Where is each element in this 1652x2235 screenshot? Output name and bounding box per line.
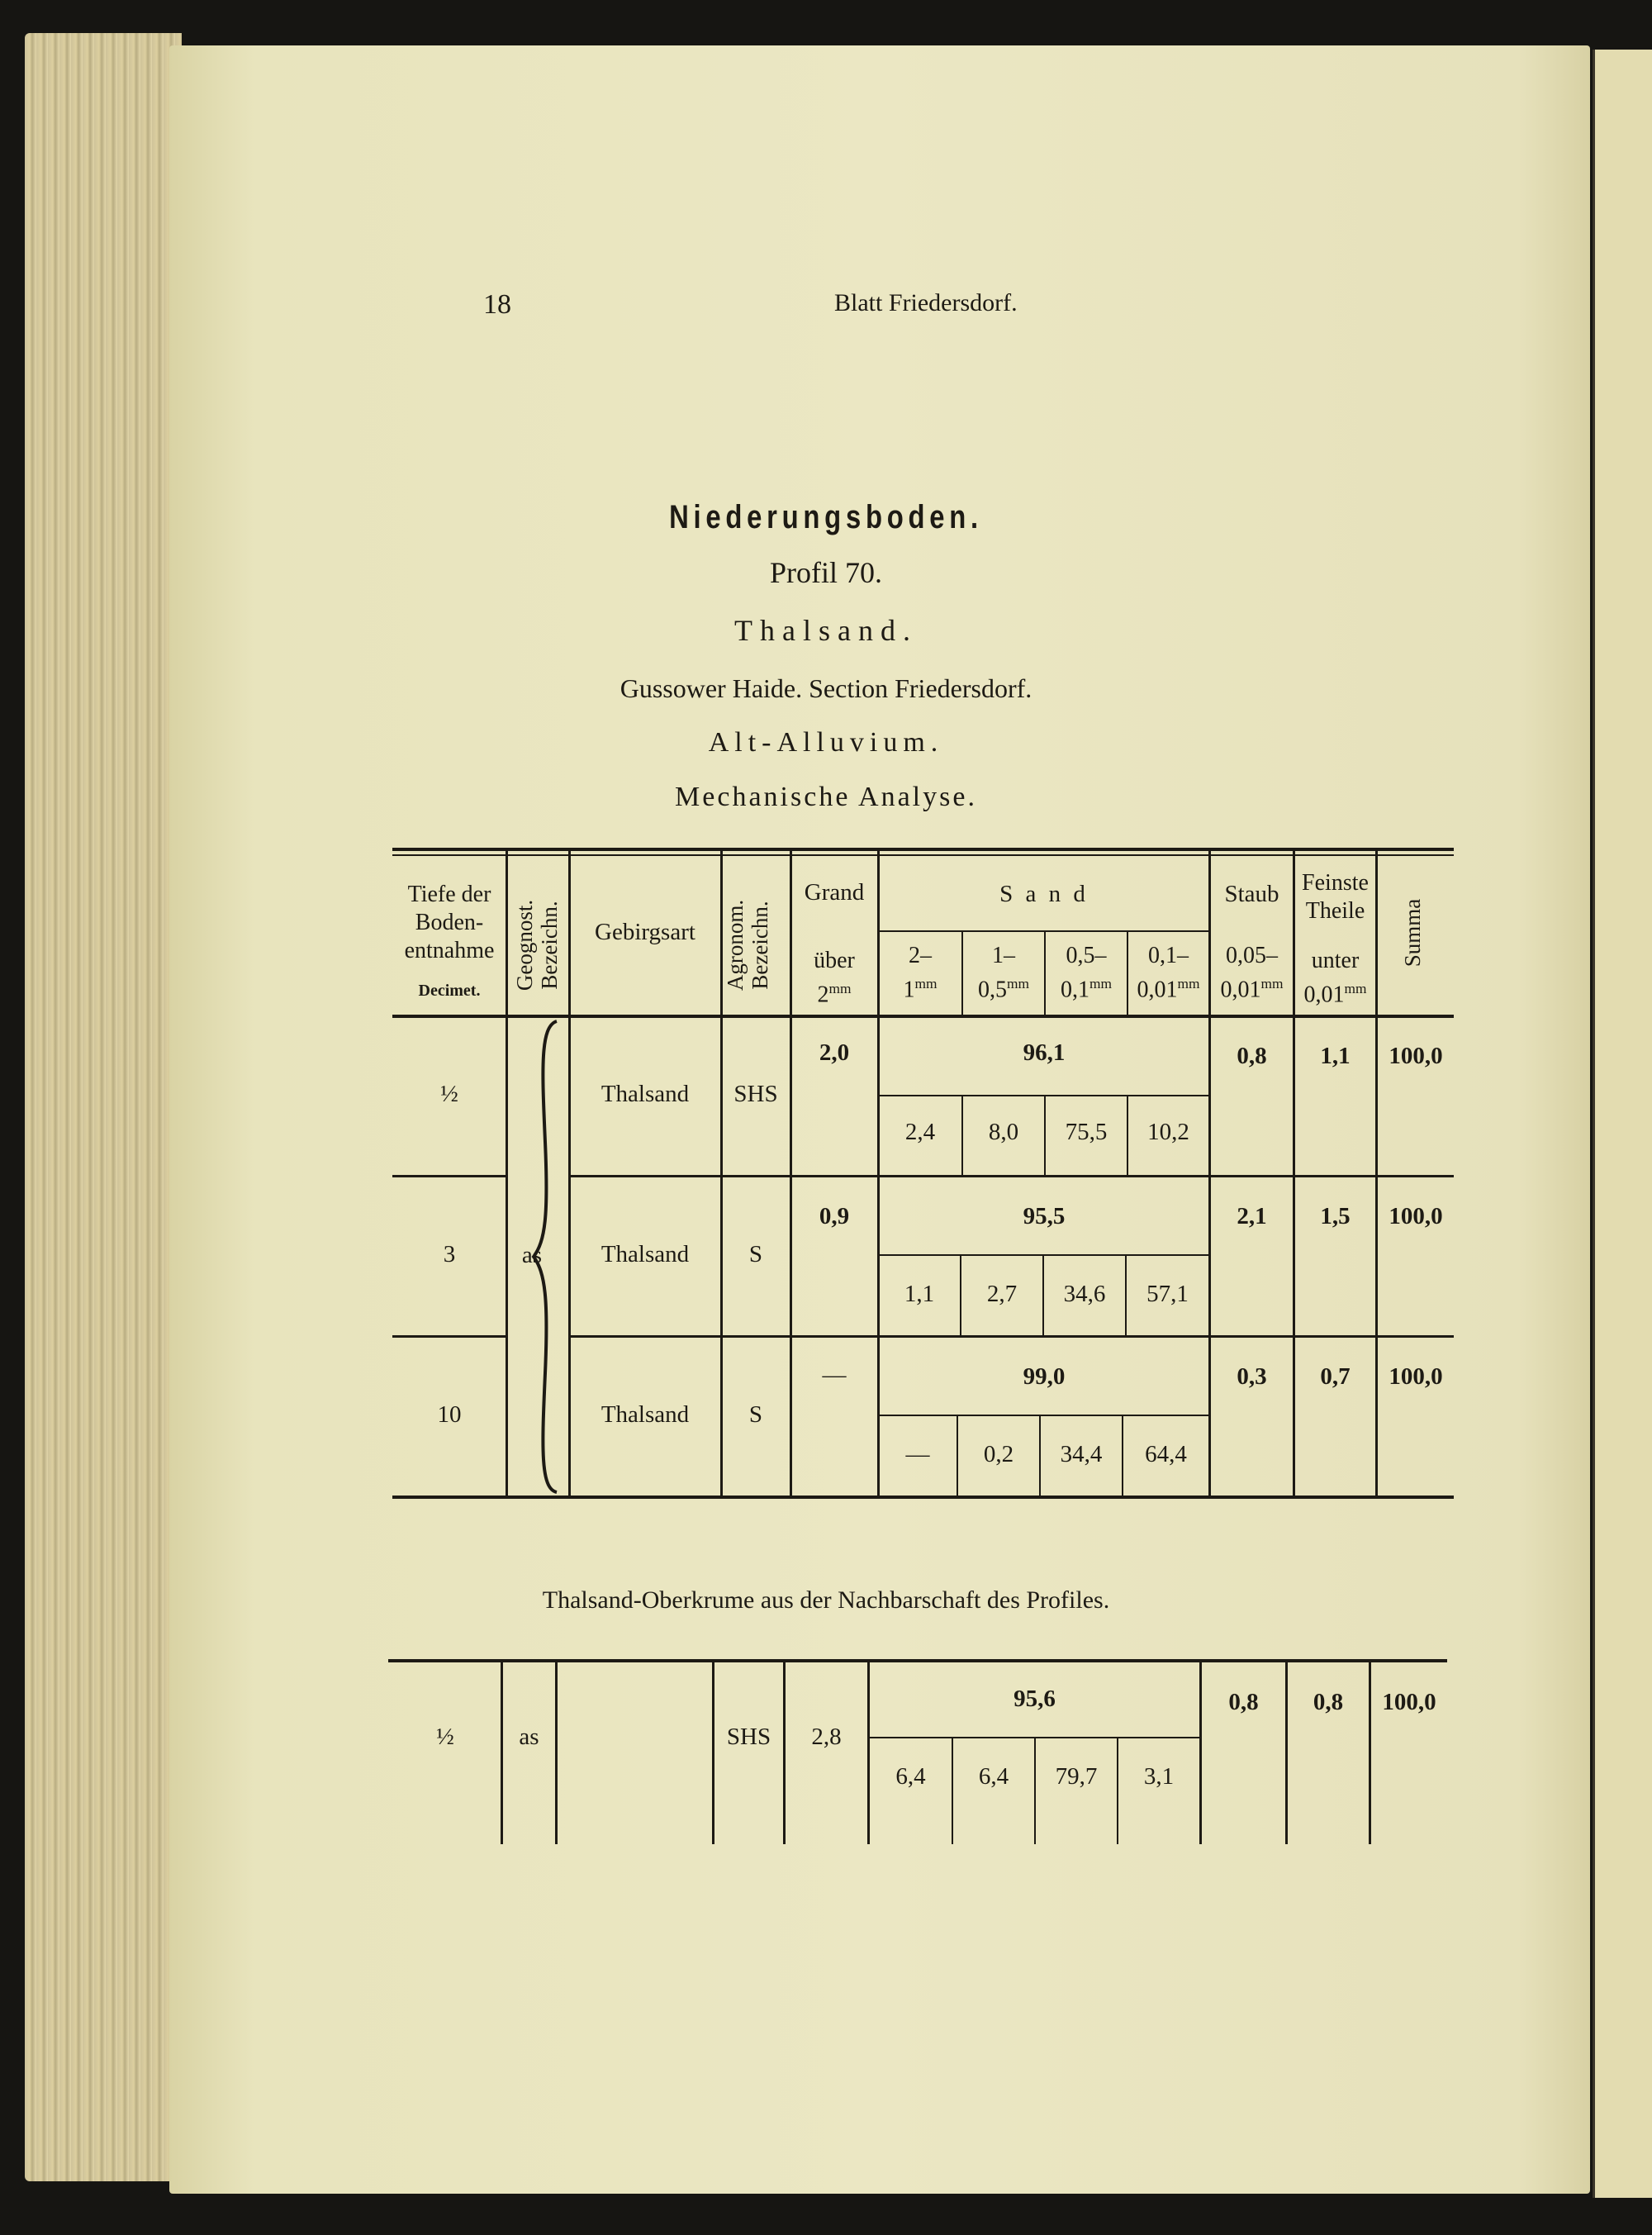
row1-sand-total: 96,1 [1023, 1039, 1066, 1066]
staub-size-1: 0,05– [1226, 943, 1278, 968]
header-summa: Summa [1400, 898, 1425, 968]
header-geognost-1: Geognost. [512, 899, 537, 991]
soil-name: Thalsand. [734, 614, 918, 647]
row3-feinste: 0,7 [1320, 1363, 1351, 1390]
row3-agronom: S [748, 1401, 763, 1428]
row3-sand-total: 99,0 [1023, 1363, 1066, 1390]
header-staub: Staub [1224, 881, 1279, 907]
ok-top-rule [388, 1659, 1447, 1662]
row1-bottom-rule-a [392, 1175, 508, 1177]
oberkrume-caption: Thalsand-Oberkrume aus der Nachbarschaft des Profiles. [542, 1586, 1110, 1614]
running-head: Blatt Friedersdorf. [834, 289, 1018, 316]
staub-size-unit: mm [1260, 976, 1284, 991]
row3-depth: 10 [437, 1401, 462, 1428]
sand-05-01-unit: mm [1089, 976, 1112, 991]
row1-gebirgsart: Thalsand [601, 1081, 690, 1107]
row2-sand-2-1: 1,1 [904, 1281, 935, 1307]
row1-sand-2-1: 2,4 [904, 1119, 936, 1145]
row2-bottom-rule-b [570, 1335, 1454, 1338]
feinste-2: Theile [1305, 898, 1365, 924]
header-agronom-2: Bezeichn. [748, 901, 772, 990]
header-sand-01-001 [1128, 942, 1208, 1004]
row2-staub: 2,1 [1237, 1203, 1267, 1229]
header-grand: Grand [804, 879, 865, 906]
ok-feinste: 0,8 [1313, 1689, 1344, 1715]
sand-05-01-b: 0,1 [1060, 977, 1089, 1003]
row1-sand-1-05: 8,0 [988, 1119, 1019, 1145]
ok-sand-1-05: 6,4 [978, 1763, 1009, 1790]
row2-depth: 3 [443, 1241, 456, 1267]
staub-size-2: 0,01 [1220, 977, 1261, 1003]
sand-2-1-a: 2– [909, 943, 932, 968]
row2-sand-01-001: 57,1 [1146, 1281, 1189, 1307]
feinste-1: Feinste [1302, 870, 1369, 896]
header-staub-size [1211, 942, 1293, 1004]
row2-gebirgsart: Thalsand [601, 1241, 690, 1267]
row3-grand: — [822, 1362, 847, 1388]
header-depth-line2: Boden- [415, 910, 484, 935]
feinste-size-1: unter [1311, 948, 1360, 973]
row3-gebirgsart: Thalsand [601, 1401, 690, 1428]
location-line: Gussower Haide. Section Friedersdorf. [620, 673, 1032, 703]
row1-depth: ½ [440, 1081, 458, 1107]
header-depth [395, 881, 504, 965]
ok-col-4 [783, 1662, 786, 1844]
page-number: 18 [483, 289, 511, 320]
feinste-size-2: 0,01 [1303, 982, 1345, 1008]
ok-col-1 [501, 1662, 503, 1844]
row2-sand-total: 95,5 [1023, 1203, 1066, 1229]
row3-sand-01-001: 64,4 [1145, 1441, 1187, 1467]
header-feinste [1295, 869, 1375, 925]
col-rule-2 [568, 851, 571, 1497]
row3-staub: 0,3 [1237, 1363, 1267, 1390]
row2-sand-rule [879, 1254, 1209, 1256]
row2-bottom-rule-a [392, 1335, 508, 1338]
header-agronom-1: Agronom. [723, 899, 748, 991]
profile-number: Profil 70. [769, 556, 882, 589]
grand-size-1: über [814, 948, 855, 973]
header-agronom [723, 896, 776, 995]
header-grand-size [791, 947, 877, 1009]
row3-summa: 100,0 [1389, 1363, 1443, 1390]
header-geognost [512, 896, 565, 995]
header-sand-1-05 [963, 942, 1044, 1004]
ok-staub: 0,8 [1228, 1689, 1259, 1715]
ok-col-3 [712, 1662, 714, 1844]
row2-sand-05-01: 34,6 [1063, 1281, 1106, 1307]
row2-sand-1-05: 2,7 [986, 1281, 1018, 1307]
row1-sand-01-001: 10,2 [1147, 1119, 1189, 1145]
ok-sand-05-01: 79,7 [1055, 1763, 1098, 1790]
row1-agronom: SHS [733, 1081, 778, 1107]
header-gebirgsart: Gebirgsart [595, 919, 695, 945]
row1-grand: 2,0 [819, 1039, 850, 1066]
ok-sand-total: 95,6 [1014, 1686, 1056, 1712]
header-feinste-size [1295, 947, 1375, 1009]
grand-size-2: 2 [817, 982, 829, 1008]
header-depth-line3: entnahme [404, 938, 495, 963]
header-geognost-2: Bezeichn. [537, 901, 562, 990]
row2-feinste: 1,5 [1320, 1203, 1351, 1229]
ok-sand-01-001: 3,1 [1143, 1763, 1175, 1790]
row1-staub: 0,8 [1237, 1043, 1267, 1069]
sand-05-01-a: 0,5– [1066, 943, 1107, 968]
row1-feinste: 1,1 [1320, 1043, 1351, 1069]
ok-geognost: as [519, 1724, 539, 1750]
row3-sand-rule [879, 1415, 1209, 1416]
geognost-value: as [521, 1242, 543, 1268]
col-rule-1 [506, 851, 508, 1497]
facing-page-edge [1593, 50, 1652, 2198]
feinste-size-unit: mm [1344, 981, 1367, 996]
row1-summa: 100,0 [1389, 1043, 1443, 1069]
ok-grand: 2,8 [811, 1724, 842, 1750]
sand-1-05-a: 1– [992, 943, 1015, 968]
formation-name: Alt-Alluvium. [708, 727, 944, 758]
header-depth-line1: Tiefe der [407, 882, 491, 907]
ok-sand-col-2 [1034, 1738, 1036, 1844]
ok-summa: 100,0 [1382, 1689, 1436, 1715]
analysis-title: Mechanische Analyse. [675, 782, 977, 812]
ok-depth: ½ [436, 1724, 454, 1750]
row3-sand-2-1: — [905, 1441, 930, 1467]
row2-summa: 100,0 [1389, 1203, 1443, 1229]
col-rule-8 [1375, 851, 1378, 1497]
header-sand: S a n d [999, 881, 1089, 907]
row2-agronom: S [748, 1241, 763, 1267]
row1-bottom-rule-b [570, 1175, 1454, 1177]
row2-grand: 0,9 [819, 1203, 850, 1229]
ok-agronom: SHS [726, 1724, 771, 1750]
book-page-edges [25, 33, 182, 2181]
sand-01-001-a: 0,1– [1148, 943, 1189, 968]
grand-size-unit: mm [828, 981, 852, 996]
sand-1-05-b: 0,5 [977, 977, 1007, 1003]
row3-sand-1-05: 0,2 [983, 1441, 1014, 1467]
sand-01-001-unit: mm [1177, 976, 1200, 991]
sand-2-1-unit: mm [914, 976, 938, 991]
header-sand-05-01 [1046, 942, 1127, 1004]
ok-sand-col-1 [952, 1738, 953, 1844]
row1-sand-05-01: 75,5 [1065, 1119, 1108, 1145]
ok-sand-2-1: 6,4 [895, 1763, 926, 1790]
sand-1-05-unit: mm [1006, 976, 1029, 991]
header-sand-2-1 [879, 942, 961, 1004]
ok-col-2 [555, 1662, 558, 1844]
ok-sand-col-3 [1117, 1738, 1118, 1844]
header-depth-unit: Decimet. [418, 982, 481, 1000]
sand-2-1-b: 1 [903, 977, 915, 1003]
row3-sand-05-01: 34,4 [1060, 1441, 1103, 1467]
section-title: Niederungsboden. [669, 499, 983, 535]
sand-01-001-b: 0,01 [1137, 977, 1178, 1003]
